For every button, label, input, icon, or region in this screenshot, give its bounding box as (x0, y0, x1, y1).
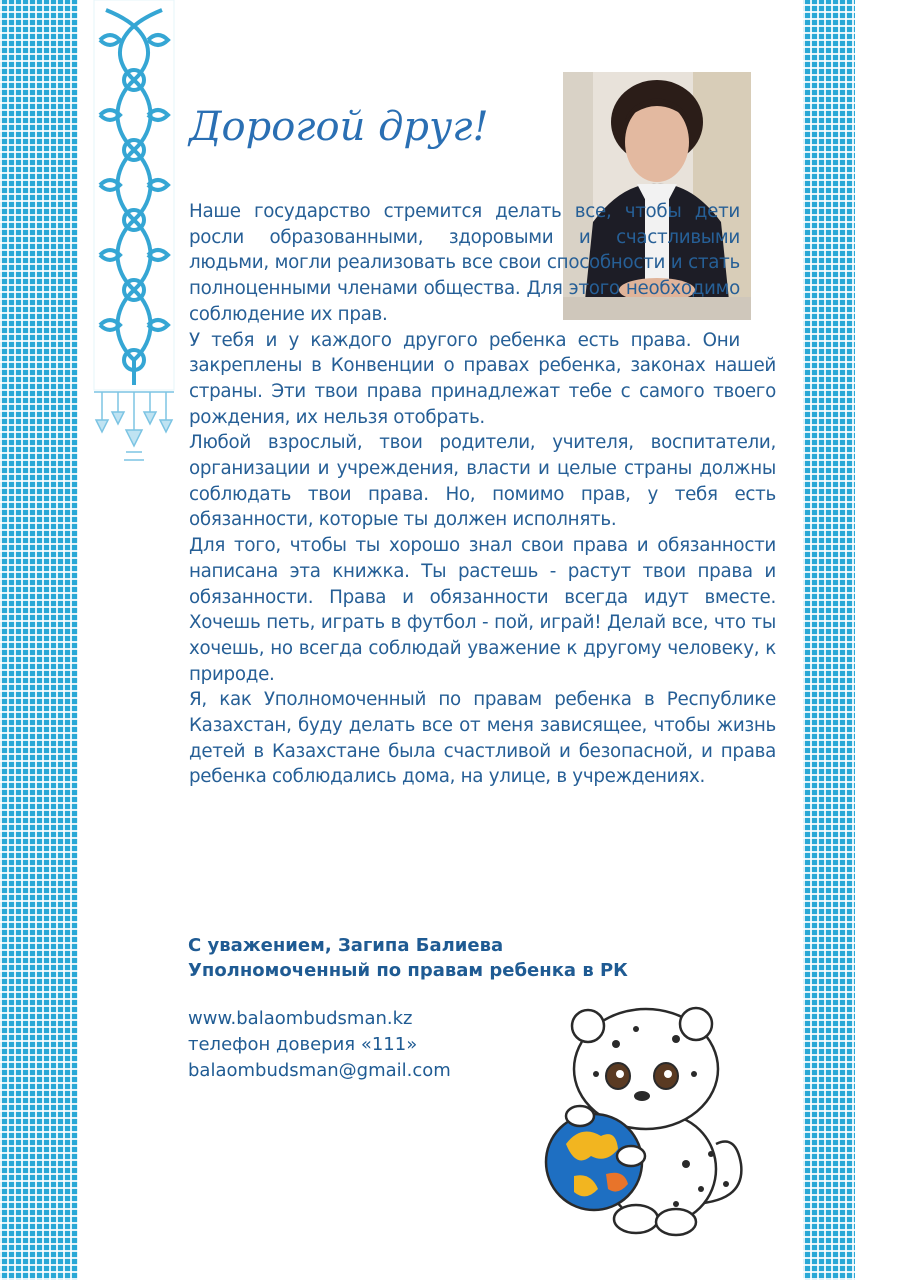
letter-body (189, 199, 776, 790)
signature-title: Уполномоченный по правам ребенка в РК (188, 960, 628, 981)
left-ornamental-border (0, 0, 78, 1280)
signature-block (188, 933, 628, 983)
website-link[interactable]: www.balaombudsman.kz (188, 1008, 413, 1029)
paragraph-2: У тебя и у каждого другого ребенка есть права. Они закреплены в Конвенции о правах ребенка, законах нашей страны. Эти твои права принадлежат тебе с самого твоего рождения, их нельзя отобрать. (189, 329, 776, 428)
email-link[interactable]: balaombudsman@gmail.com (188, 1060, 451, 1081)
paragraph-4: Для того, чтобы ты хорошо знал свои права и обязанности написана эта книжка. Ты растешь - растут твои права и обязанности. Права и обязанности всегда идут вместе. Хочешь петь, играть в футбол - пой, играй! Делай все, что ты хочешь, но всегда соблюдай уважение к другому человеку, к природе. (189, 535, 776, 685)
snow-leopard-mascot-icon (536, 1004, 756, 1244)
kazakh-ornament-icon (86, 0, 182, 470)
paragraph-3: Любой взрослый, твои родители, учителя, воспитатели, организации и учреждения, власти и целые страны должны соблюдать твои права. Но, помимо прав, у тебя есть обязанности, которые ты должен исполнять. (189, 432, 776, 531)
hotline-text: телефон доверия «111» (188, 1034, 418, 1055)
greeting-heading: Дорогой друг! (189, 104, 489, 150)
paragraph-5: Я, как Уполномоченный по правам ребенка в Республике Казахстан, буду делать все от меня зависящее, чтобы жизнь детей в Казахстане была счастливой и безопасной, и права ребенка соблюдались дома, на улице, в учреждениях. (189, 689, 776, 788)
contact-block (188, 1006, 451, 1084)
right-ornamental-border (803, 0, 855, 1280)
signature-name: С уважением, Загипа Балиева (188, 935, 504, 956)
paragraph-1: Наше государство стремится делать все, чтобы дети росли образованными, здоровыми и счастливыми людьми, могли реализовать все свои способности и стать полноценными членами общества. Для этого необходимо соблюдение их прав. (189, 201, 740, 325)
